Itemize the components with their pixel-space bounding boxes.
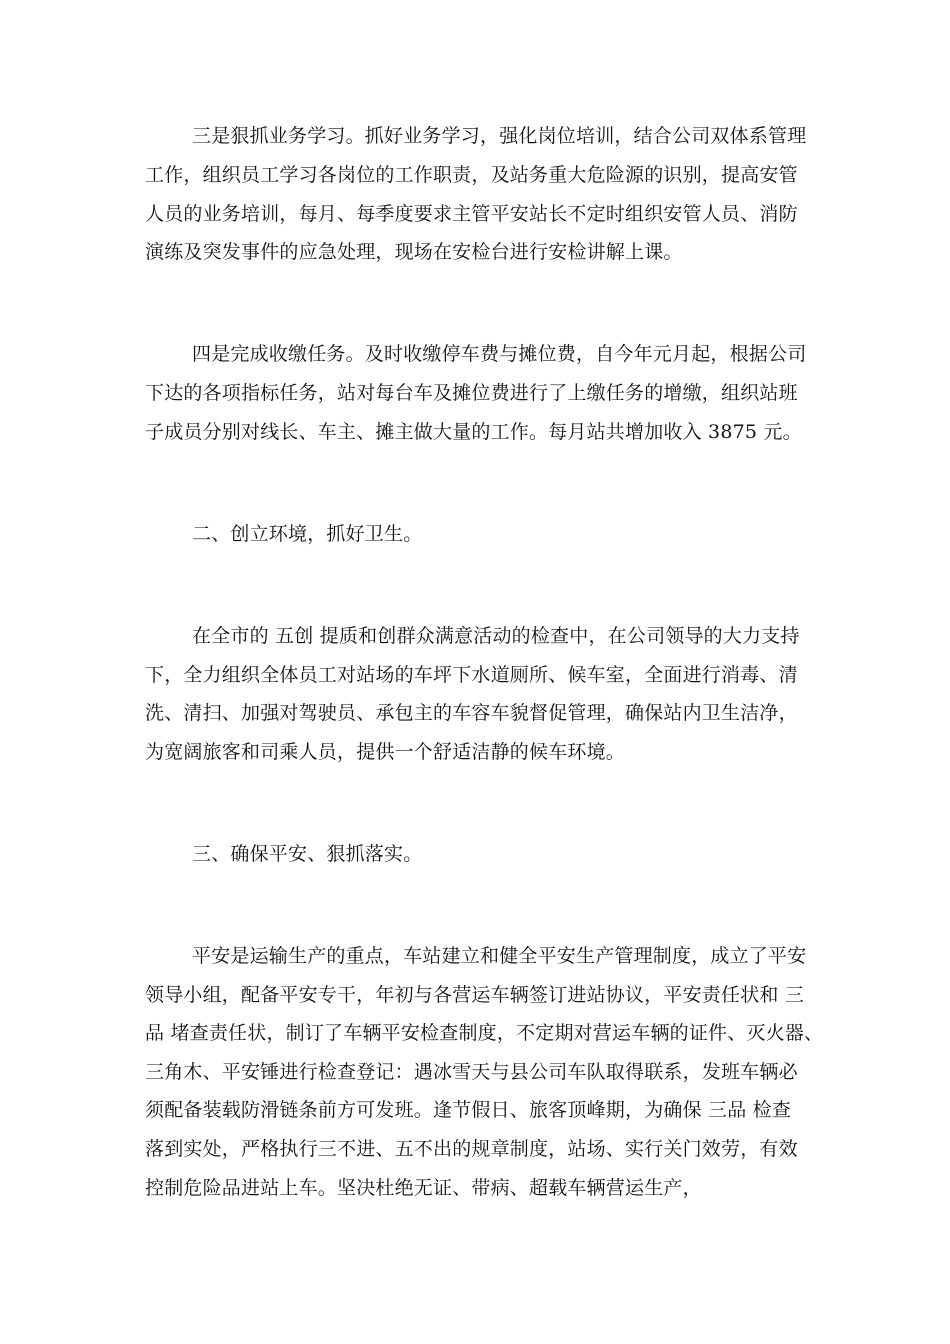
- paragraph-line: 三角木、平安锤进行检查登记：遇冰雪天与县公司车队取得联系，发班车辆必: [145, 1061, 798, 1083]
- paragraph-line: 洗、清扫、加强对驾驶员、承包主的车容车貌督促管理，确保站内卫生洁净，: [145, 702, 798, 724]
- paragraph-line: 落到实处，严格执行三不进、五不出的规章制度，站场、实行关门效劳，有效: [145, 1138, 798, 1160]
- paragraph-line: 领导小组，配备平安专干，年初与各营运车辆签订进站协议，平安责任状和 三: [145, 984, 805, 1006]
- paragraph-line: 须配备装载防滑链条前方可发班。逢节假日、旅客顶峰期，为确保 三品 检查: [145, 1099, 792, 1121]
- paragraph-line: 子成员分别对线长、车主、摊主做大量的工作。每月站共增加收入 3875 元。: [145, 421, 802, 443]
- paragraph-line: 四是完成收缴任务。及时收缴停车费与摊位费，自今年元月起，根据公司: [192, 343, 807, 365]
- paragraph-line: 下，全力组织全体员工对站场的车坪下水道厕所、候车室，全面进行消毒、清: [145, 664, 798, 686]
- paragraph-line: 下达的各项指标任务，站对每台车及摊位费进行了上缴任务的增缴，组织站班: [145, 382, 798, 404]
- paragraph-line: 控制危险品进站上车。坚决杜绝无证、带病、超载车辆营运生产，: [145, 1177, 702, 1199]
- paragraph-line: 在全市的 五创 提质和创群众满意活动的检查中，在公司领导的大力支持: [192, 625, 800, 647]
- paragraph-line: 平安是运输生产的重点，车站建立和健全平安生产管理制度，成立了平安: [192, 945, 807, 967]
- paragraph-line: 三是狠抓业务学习。抓好业务学习，强化岗位培训，结合公司双体系管理: [192, 125, 807, 147]
- paragraph-line: 工作，组织员工学习各岗位的工作职责，及站务重大危险源的识别，提高安管: [145, 164, 798, 186]
- paragraph-line: 演练及突发事件的应急处理，现场在安检台进行安检讲解上课。: [145, 241, 683, 263]
- section-heading-environment: 二、创立环境，抓好卫生。: [192, 523, 423, 545]
- paragraph-line: 品 堵查责任状，制订了车辆平安检查制度，不定期对营运车辆的证件、灭火器、: [145, 1022, 824, 1044]
- paragraph-line: 人员的业务培训，每月、每季度要求主管平安站长不定时组织安管人员、消防: [145, 203, 798, 225]
- section-heading-safety: 三、确保平安、狠抓落实。: [192, 843, 423, 865]
- paragraph-line: 为宽阔旅客和司乘人员，提供一个舒适洁静的候车环境。: [145, 741, 626, 763]
